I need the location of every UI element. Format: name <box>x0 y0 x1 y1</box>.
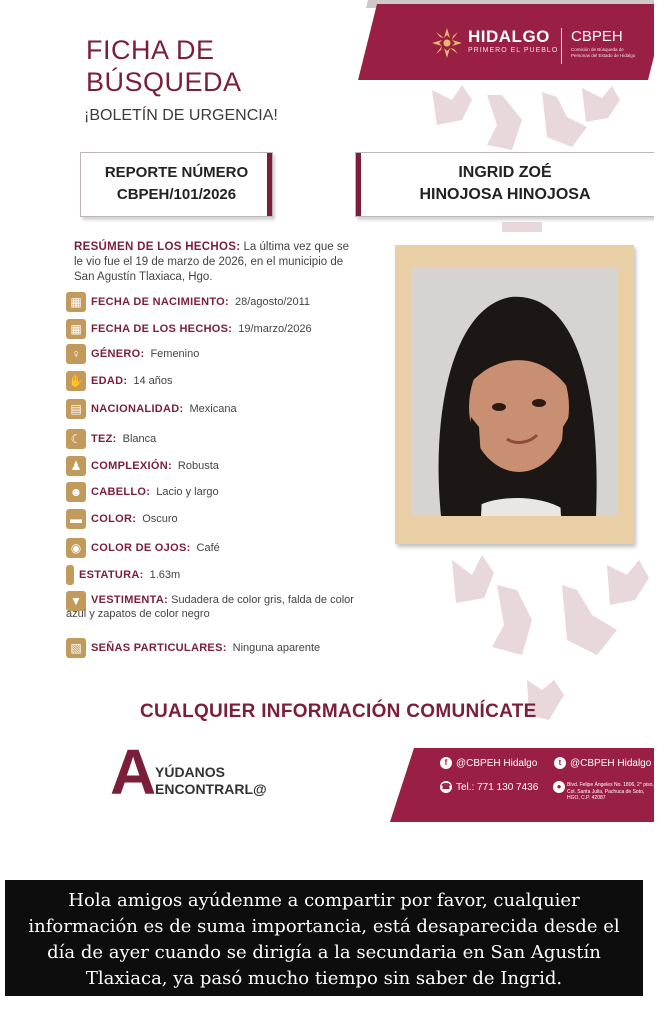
help-logo-letter: A <box>110 736 157 808</box>
twitter-contact[interactable] <box>554 757 651 769</box>
fact-row-build <box>66 455 219 477</box>
fact-value: Café <box>196 542 220 554</box>
id-card-icon: ▤ <box>66 399 86 419</box>
twitter-handle: @CBPEH Hidalgo <box>570 757 652 769</box>
fact-row-color <box>66 508 178 530</box>
missing-person-photo <box>411 267 617 516</box>
fact-label: COMPLEXIÓN: <box>91 460 172 472</box>
fact-label: COLOR: <box>91 513 137 525</box>
facebook-icon: f <box>440 757 452 769</box>
fact-label: CABELLO: <box>91 486 151 498</box>
summary-paragraph <box>74 240 356 285</box>
fact-row-event-date <box>66 318 312 340</box>
fact-row-height <box>66 564 180 586</box>
summary-label: RESÚMEN DE LOS HECHOS: <box>74 241 241 253</box>
fact-label: FECHA DE NACIMIENTO: <box>91 296 229 308</box>
urgency-subtitle: ¡BOLETÍN DE URGENCIA! <box>84 107 278 124</box>
color-icon: ▬ <box>66 509 86 529</box>
fact-value: 19/marzo/2026 <box>238 323 312 335</box>
brand-slogan: PRIMERO EL PUEBLO <box>468 47 559 54</box>
location-icon: ● <box>553 781 565 793</box>
brand-name: HIDALGO <box>468 27 550 46</box>
poster-title <box>86 34 242 98</box>
banner-divider <box>561 28 562 64</box>
hidalgo-logo-icon <box>430 26 464 60</box>
fact-label: TEZ: <box>91 433 117 445</box>
marks-label: SEÑAS PARTICULARES: <box>91 642 227 654</box>
fact-row-skin <box>66 428 156 450</box>
report-number-box <box>80 152 273 217</box>
report-label: REPORTE NÚMERO <box>104 164 249 181</box>
fact-row-nationality <box>66 398 237 420</box>
fact-label: GÉNERO: <box>91 348 145 360</box>
clothing-value: Sudadera de color gris, falda de color azul y zapatos de color negro <box>66 594 354 620</box>
age-icon: ✋ <box>66 371 86 391</box>
fact-value: Femenino <box>150 348 200 360</box>
help-line-1: YÚDANOS <box>155 764 226 780</box>
fact-row-marks <box>66 637 320 659</box>
fact-value: 28/agosto/2011 <box>235 296 311 308</box>
eye-icon: ◉ <box>66 538 86 558</box>
title-line-1: FICHA DE <box>86 35 215 65</box>
fact-value: Blanca <box>122 433 157 445</box>
fact-label: FECHA DE LOS HECHOS: <box>91 323 233 335</box>
phone-number: Tel.: 771 130 7436 <box>456 781 539 793</box>
fact-row-hair <box>66 481 219 503</box>
agency-acronym: CBPEH <box>571 28 623 45</box>
height-icon <box>66 565 74 585</box>
fact-value: Mexicana <box>189 403 237 415</box>
skin-icon: ☾ <box>66 429 86 449</box>
search-bulletin <box>22 0 654 826</box>
facebook-handle: @CBPEH Hidalgo <box>456 757 538 769</box>
post-caption: Hola amigos ayúdenme a compartir por favor, cualquier información es de suma importancia, está desaparecida desde el día de ayer cuando se dirigía a la secundaria en San Agustín Tlaxiaca, ya pasó mucho tiempo sin saber de Ingrid. <box>5 880 643 996</box>
facebook-contact[interactable] <box>440 757 537 769</box>
fact-row-eye-color <box>66 537 220 559</box>
title-line-2: BÚSQUEDA <box>86 67 242 97</box>
person-last-name: HINOJOSA HINOJOSA <box>419 186 591 203</box>
fact-label: ESTATURA: <box>79 569 144 581</box>
report-number: CBPEH/101/2026 <box>116 186 237 203</box>
call-to-action: CUALQUIER INFORMACIÓN COMUNÍCATE <box>140 701 537 722</box>
fact-label: EDAD: <box>91 375 128 387</box>
phone-icon: ☎ <box>441 782 451 791</box>
fact-value: 1.63m <box>149 569 181 581</box>
fact-label: COLOR DE OJOS: <box>91 542 191 554</box>
calendar-icon: ▦ <box>66 319 86 339</box>
fact-row-age <box>66 370 173 392</box>
phone-contact[interactable] <box>440 781 538 793</box>
fact-value: 14 años <box>133 375 173 387</box>
person-name-box <box>355 152 654 217</box>
fact-label: NACIONALIDAD: <box>91 403 184 415</box>
portrait-illustration <box>411 267 617 516</box>
person-first-name: INGRID ZOÉ <box>458 164 552 181</box>
fact-row-clothing <box>66 593 361 621</box>
gender-icon: ♀ <box>66 344 86 364</box>
agency-full-name: Comisión de Búsqueda de Personas del Estado de Hidalgo <box>571 47 636 58</box>
clothing-label: VESTIMENTA: <box>91 594 169 606</box>
hair-icon: ☻ <box>66 482 86 502</box>
fact-row-gender <box>66 343 199 365</box>
marks-icon: ▧ <box>66 638 86 658</box>
body-icon: ♟ <box>66 456 86 476</box>
clothing-icon: ▼ <box>66 591 86 611</box>
address-text: Blvd. Felipe Ángeles No. 1806, 2° piso, Col. Santa Julia, Pachuca de Soto, HGO, C.P. 42087 <box>567 782 654 801</box>
twitter-icon: t <box>554 757 566 769</box>
fact-row-birthdate <box>66 291 310 313</box>
summary-text: La última vez que se le vio fue el 19 de marzo de 2026, en el municipio de San Agustín Tlaxiaca, Hgo. <box>74 241 350 283</box>
calendar-icon: ▦ <box>66 292 86 312</box>
fact-value: Robusta <box>177 460 219 472</box>
photo-frame <box>395 245 634 544</box>
marks-value: Ninguna aparente <box>232 642 321 654</box>
fact-value: Lacio y largo <box>156 486 219 498</box>
fact-value: Oscuro <box>142 513 178 525</box>
help-line-2: ENCONTRARL@ <box>155 781 267 797</box>
